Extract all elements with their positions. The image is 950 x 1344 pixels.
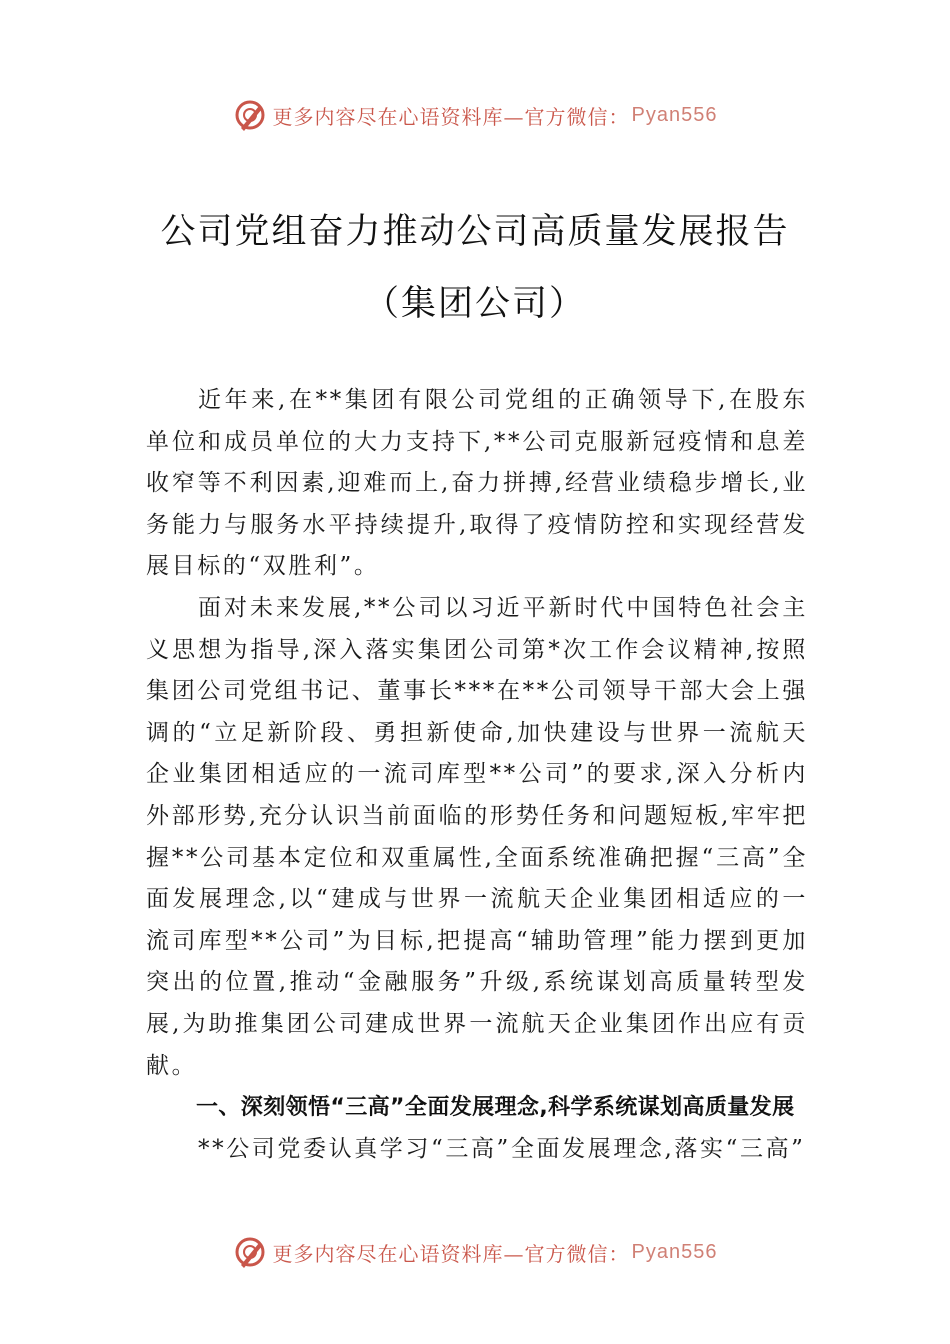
document-title: 公司党组奋力推动公司高质量发展报告 [160,212,790,252]
document-body [146,380,808,1170]
pen-logo-icon [233,98,267,132]
document-subtitle: （集团公司） [363,284,586,324]
watermark-header [0,95,950,135]
watermark-text: 更多内容尽在心语资料库—官方微信： [272,104,630,129]
watermark-wechat-id: Pyan556 [631,103,718,126]
watermark-text: 更多内容尽在心语资料库—官方微信： [272,1241,630,1266]
watermark-wechat-id: Pyan556 [631,1240,718,1263]
section-heading: 一、深刻领悟“三高”全面发展理念,科学系统谋划高质量发展 [196,1095,795,1121]
body-paragraph: 近年来,在**集团有限公司党组的正确领导下,在股东单位和成员单位的大力支持下,**公司克服新冠疫情和息差收窄等不利因素,迎难而上,奋力拼搏,经营业绩稳步增长,业务能力与服务水平持续提升,取得了疫情防控和实现经营发展目标的“双胜利”。 [146,387,808,580]
section-paragraph: **公司党委认真学习“三高”全面发展理念,落实“三高” [198,1135,806,1162]
watermark-footer [0,1232,950,1272]
pen-logo-icon [233,1235,267,1269]
body-paragraph: 面对未来发展,**公司以习近平新时代中国特色社会主义思想为指导,深入落实集团公司第*次工作会议精神,按照集团公司党组书记、董事长***在**公司领导干部大会上强调的“立足新阶段、勇担新使命,加快建设与世界一流航天企业集团相适应的一流司库型**公司”的要求,深入分析内外部形势,充分认识当前面临的形势任务和问题短板,牢牢把握**公司基本定位和双重属性,全面系统准确把握“三高”全面发展理念,以“建成与世界一流航天企业集团相适应的一流司库型**公司”为目标,把提高“辅助管理”能力摆到更加突出的位置,推动“金融服务”升级,系统谋划高质量转型发展,为助推集团公司建成世界一流航天企业集团作出应有贡献。 [146,594,808,1079]
